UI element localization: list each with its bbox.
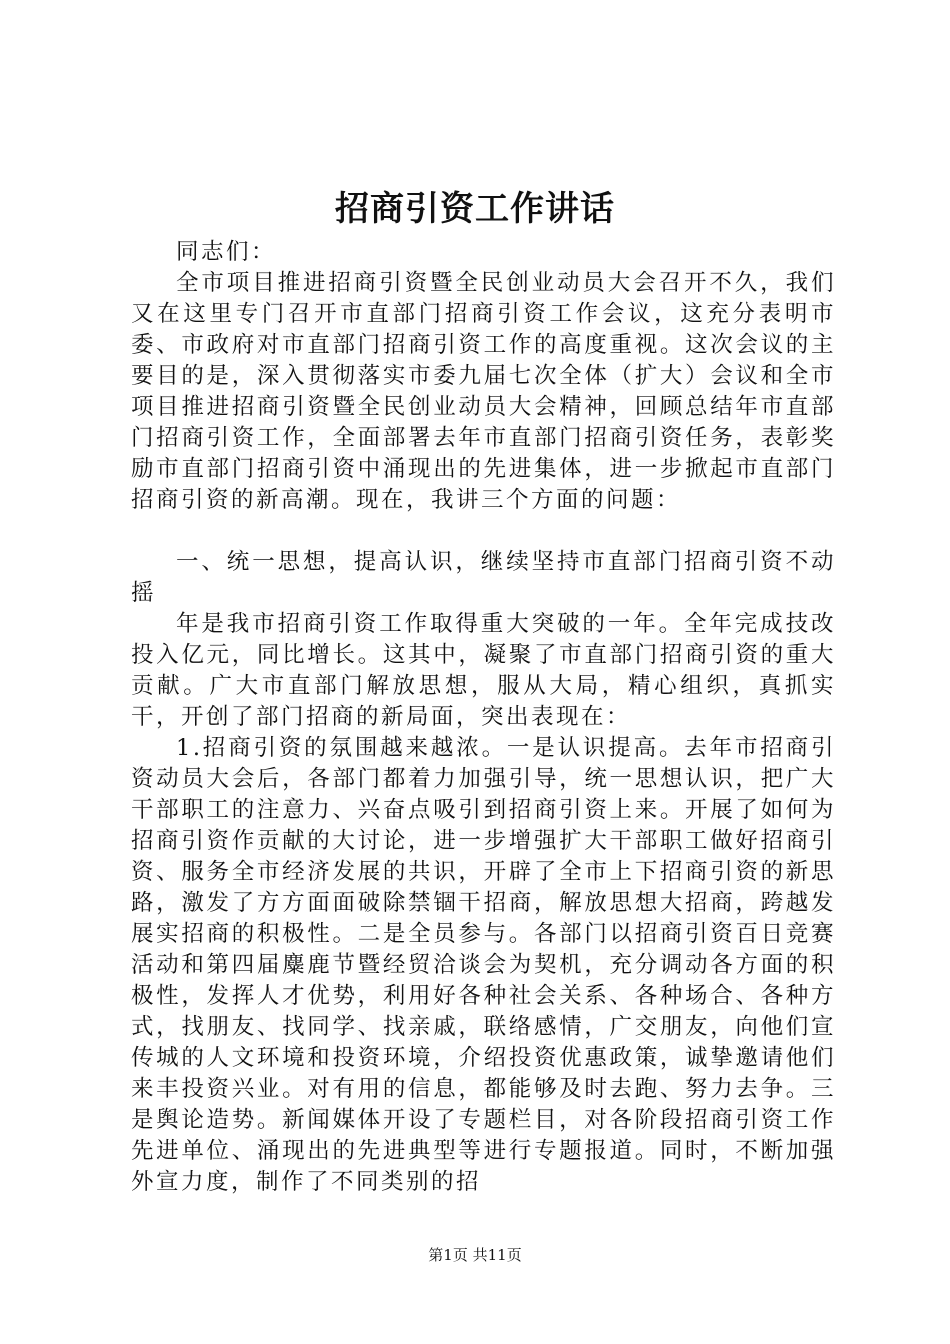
paragraph-intro: 全市项目推进招商引资暨全民创业动员大会召开不久，我们又在这里专门召开市直部门招商引资工作会议，这充分表明市委、市政府对市直部门招商引资工作的高度重视。这次会议的主要目的是，深入贯彻落实市委九届七次全体（扩大）会议和全市项目推进招商引资暨全民创业动员大会精神，回顾总结年市直部门招商引资工作，全面部署去年市直部门招商引资任务，表彰奖励市直部门招商引资中涌现出的先进集体，进一步掀起市直部门招商引资的新高潮。现在，我讲三个方面的问题： bbox=[131, 270, 836, 513]
page-footer: 第1页 共11页 bbox=[428, 1246, 522, 1264]
document-body bbox=[131, 237, 836, 1198]
paragraph-point-1: 1.招商引资的氛围越来越浓。一是认识提高。去年市招商引资动员大会后，各部门都着力加强引导，统一思想认识，把广大干部职工的注意力、兴奋点吸引到招商引资上来。开展了如何为招商引资作贡献的大讨论，进一步增强扩大干部职工做好招商引资、服务全市经济发展的共识，开辟了全市上下招商引资的新思路，激发了方方面面破除禁锢干招商，解放思想大招商，跨越发展实招商的积极性。二是全员参与。各部门以招商引资百日竞赛活动和第四届麋鹿节暨经贸洽谈会为契机，充分调动各方面的积极性，发挥人才优势，利用好各种社会关系、各种场合、各种方式，找朋友、找同学、找亲戚，联络感情，广交朋友，向他们宣传城的人文环境和投资环境，介绍投资优惠政策，诚挚邀请他们来丰投资兴业。对有用的信息，都能够及时去跑、努力去争。三是舆论造势。新闻媒体开设了专题栏目，对各阶段招商引资工作先进单位、涌现出的先进典型等进行专题报道。同时，不断加强外宣力度，制作了不同类别的招 bbox=[131, 735, 836, 1195]
section-heading-1: 一、统一思想，提高认识，继续坚持市直部门招商引资不动摇 bbox=[131, 549, 836, 606]
paragraph-review: 年是我市招商引资工作取得重大突破的一年。全年完成技改投入亿元，同比增长。这其中，凝聚了市直部门招商引资的重大贡献。广大市直部门解放思想，服从大局，精心组织，真抓实干，开创了部门招商的新局面，突出表现在： bbox=[131, 611, 836, 730]
document-title: 招商引资工作讲话 bbox=[335, 189, 615, 229]
salutation: 同志们： bbox=[176, 239, 277, 265]
